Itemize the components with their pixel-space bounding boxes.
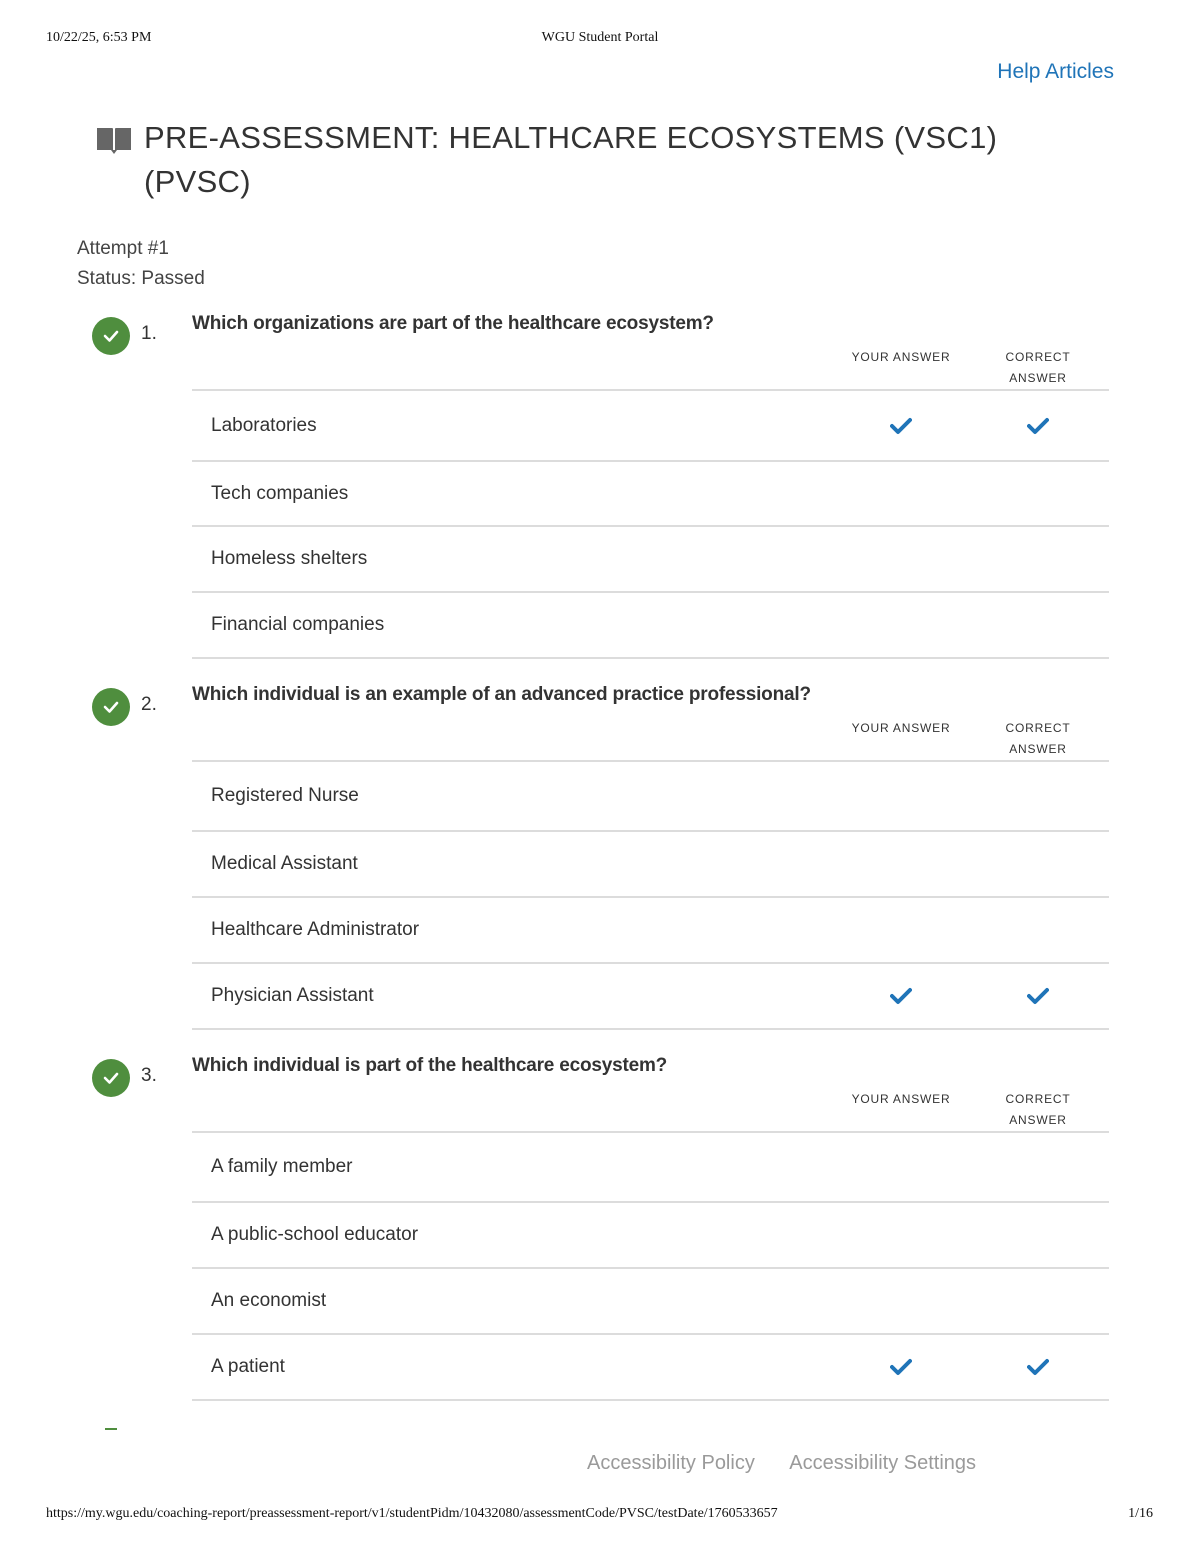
print-page-title: WGU Student Portal: [541, 30, 659, 45]
answer-row: [192, 593, 1109, 659]
check-circle-icon: [92, 1059, 130, 1097]
answer-row: [192, 1203, 1109, 1269]
book-open-icon: [96, 126, 132, 154]
divider-accent: [105, 1428, 117, 1430]
attempt-number: Attempt #1: [77, 238, 169, 259]
answer-label: Registered Nurse: [211, 785, 359, 806]
answer-row: [192, 1133, 1109, 1203]
question-number: 1.: [141, 323, 157, 344]
answer-row: [192, 527, 1109, 593]
answer-label: An economist: [211, 1290, 327, 1311]
print-url: https://my.wgu.edu/coaching-report/preassessment-report/v1/studentPidm/10432080/assessmentCode/PVSC/testDate/1760533657: [46, 1506, 778, 1521]
answer-label: A patient: [211, 1356, 285, 1377]
your-answer-checkmark-icon: [890, 1358, 912, 1376]
answer-label: Medical Assistant: [211, 853, 358, 874]
answer-label: Financial companies: [211, 614, 385, 635]
answer-label: Tech companies: [211, 482, 349, 504]
answer-row: [192, 832, 1109, 898]
page-title: PRE-ASSESSMENT: HEALTHCARE ECOSYSTEMS (VSC1) (PVSC): [144, 120, 998, 199]
your-answer-checkmark-icon: [890, 417, 912, 435]
answer-label: A family member: [211, 1156, 353, 1177]
question-text: Which individual is part of the healthcare ecosystem?: [192, 1055, 668, 1076]
question-number: 2.: [141, 694, 157, 715]
answer-list: [192, 760, 1109, 1030]
answer-label: Laboratories: [211, 414, 317, 436]
column-header-your-answer: YOUR ANSWER: [851, 350, 951, 364]
column-header-correct-answer: CORRECT ANSWER: [1005, 350, 1071, 385]
answer-label: Physician Assistant: [211, 985, 374, 1006]
attempt-status: Status: Passed: [77, 268, 205, 289]
question-text: Which individual is an example of an advanced practice professional?: [192, 684, 811, 705]
answer-row: [192, 1269, 1109, 1335]
column-header-correct-answer: CORRECT ANSWER: [1005, 1092, 1071, 1127]
print-footer: [0, 1506, 1200, 1526]
answer-label: A public-school educator: [211, 1224, 419, 1245]
answer-row: [192, 391, 1109, 462]
print-datetime: 10/22/25, 6:53 PM: [46, 30, 152, 45]
question-text: Which organizations are part of the healthcare ecosystem?: [192, 313, 714, 334]
attempt-info: [77, 234, 205, 294]
question-number: 3.: [141, 1065, 157, 1086]
answer-row: [192, 762, 1109, 832]
help-articles-link[interactable]: Help Articles: [997, 60, 1114, 83]
correct-answer-checkmark-icon: [1027, 417, 1049, 435]
check-circle-icon: [92, 688, 130, 726]
print-header: [0, 30, 1200, 50]
answer-row: [192, 462, 1109, 527]
answer-row: [192, 964, 1109, 1030]
answer-list: [192, 1131, 1109, 1401]
check-circle-icon: [92, 317, 130, 355]
footer-links: [587, 1452, 1006, 1475]
accessibility-policy-link[interactable]: Accessibility Policy: [587, 1452, 755, 1474]
answer-row: [192, 898, 1109, 964]
your-answer-checkmark-icon: [890, 987, 912, 1005]
correct-answer-checkmark-icon: [1027, 987, 1049, 1005]
page-header: [96, 116, 1056, 204]
column-header-your-answer: YOUR ANSWER: [851, 721, 951, 735]
column-header-your-answer: YOUR ANSWER: [851, 1092, 951, 1106]
accessibility-settings-link[interactable]: Accessibility Settings: [789, 1452, 977, 1474]
answer-row: [192, 1335, 1109, 1401]
print-page-number: 1/16: [1128, 1506, 1153, 1521]
answer-list: [192, 389, 1109, 659]
correct-answer-checkmark-icon: [1027, 1358, 1049, 1376]
answer-label: Healthcare Administrator: [211, 919, 420, 940]
column-header-correct-answer: CORRECT ANSWER: [1005, 721, 1071, 756]
answer-label: Homeless shelters: [211, 548, 368, 569]
